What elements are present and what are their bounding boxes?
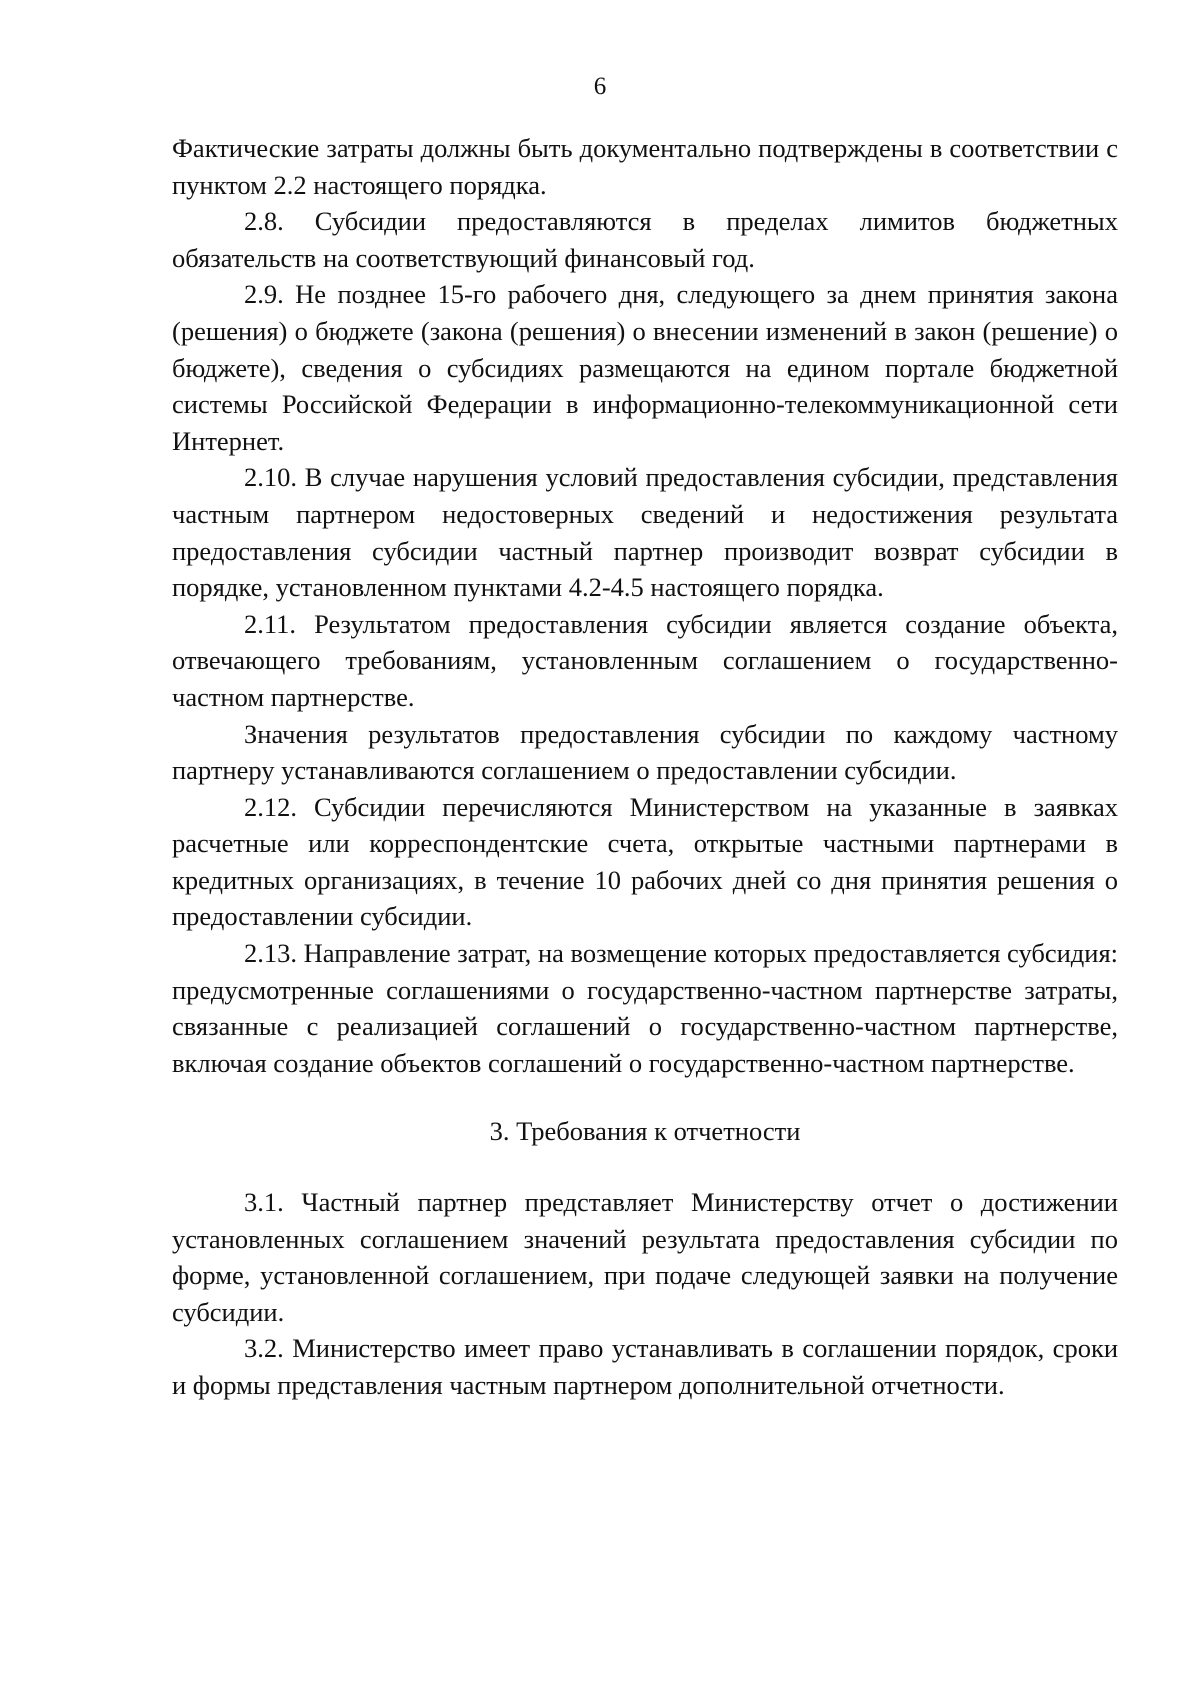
paragraph-3-1: 3.1. Частный партнер представляет Министерству отчет о достижении установленных соглашением значений результата предоставления субсидии по форме, установленной соглашением, при подаче следующей заявки на получение субсидии.	[172, 1187, 1118, 1327]
page-number: 6	[593, 73, 607, 100]
paragraph-actual-costs: Фактические затраты должны быть документально подтверждены в соответствии с пунктом 2.2 настоящего порядка.	[172, 133, 1118, 200]
section-heading: 3. Требования к отчетности	[489, 1116, 801, 1147]
paragraph-2-8: 2.8. Субсидии предоставляются в пределах лимитов бюджетных обязательств на соответствующий финансовый год.	[172, 206, 1118, 273]
paragraph-3-2: 3.2. Министерство имеет право устанавливать в соглашении порядок, сроки и формы представления частным партнером дополнительной отчетности.	[172, 1333, 1118, 1400]
paragraph-2-13: 2.13. Направление затрат, на возмещение которых предоставляется субсидия: предусмотренные соглашениями о государственно-частном партнерстве затраты, связанные с реализацией соглашений о государственно-частном партнерстве, включая создание объектов соглашений о государственно-частном партнерстве.	[172, 938, 1118, 1078]
paragraph-2-10: 2.10. В случае нарушения условий предоставления субсидии, представления частным партнером недостоверных сведений и недостижения результата предоставления субсидии частный партнер производит возврат субсидии в порядке, установленном пунктами 4.2-4.5 настоящего порядка.	[172, 462, 1118, 603]
paragraph-2-11: 2.11. Результатом предоставления субсидии является создание объекта, отвечающего требованиям, установленным соглашением о государственно-частном партнерстве.	[172, 608, 1118, 712]
paragraph-2-9: 2.9. Не позднее 15-го рабочего дня, следующего за днем принятия закона (решения) о бюджете (закона (решения) о внесении изменений в закон (решение) о бюджете), сведения о субсидиях размещаются на едином портале бюджетной системы Российской Федерации в информационно-телекоммуникационной сети Интернет.	[172, 279, 1118, 456]
paragraph-2-12: 2.12. Субсидии перечисляются Министерством на указанные в заявках расчетные или корреспондентские счета, открытые частными партнерами в кредитных организациях, в течение 10 рабочих дней со дня принятия решения о предоставлении субсидии.	[172, 791, 1118, 932]
paragraph-result-values: Значения результатов предоставления субсидии по каждому частному партнеру устанавливаются соглашением о предоставлении субсидии.	[172, 718, 1118, 786]
document-body	[172, 130, 1118, 1404]
